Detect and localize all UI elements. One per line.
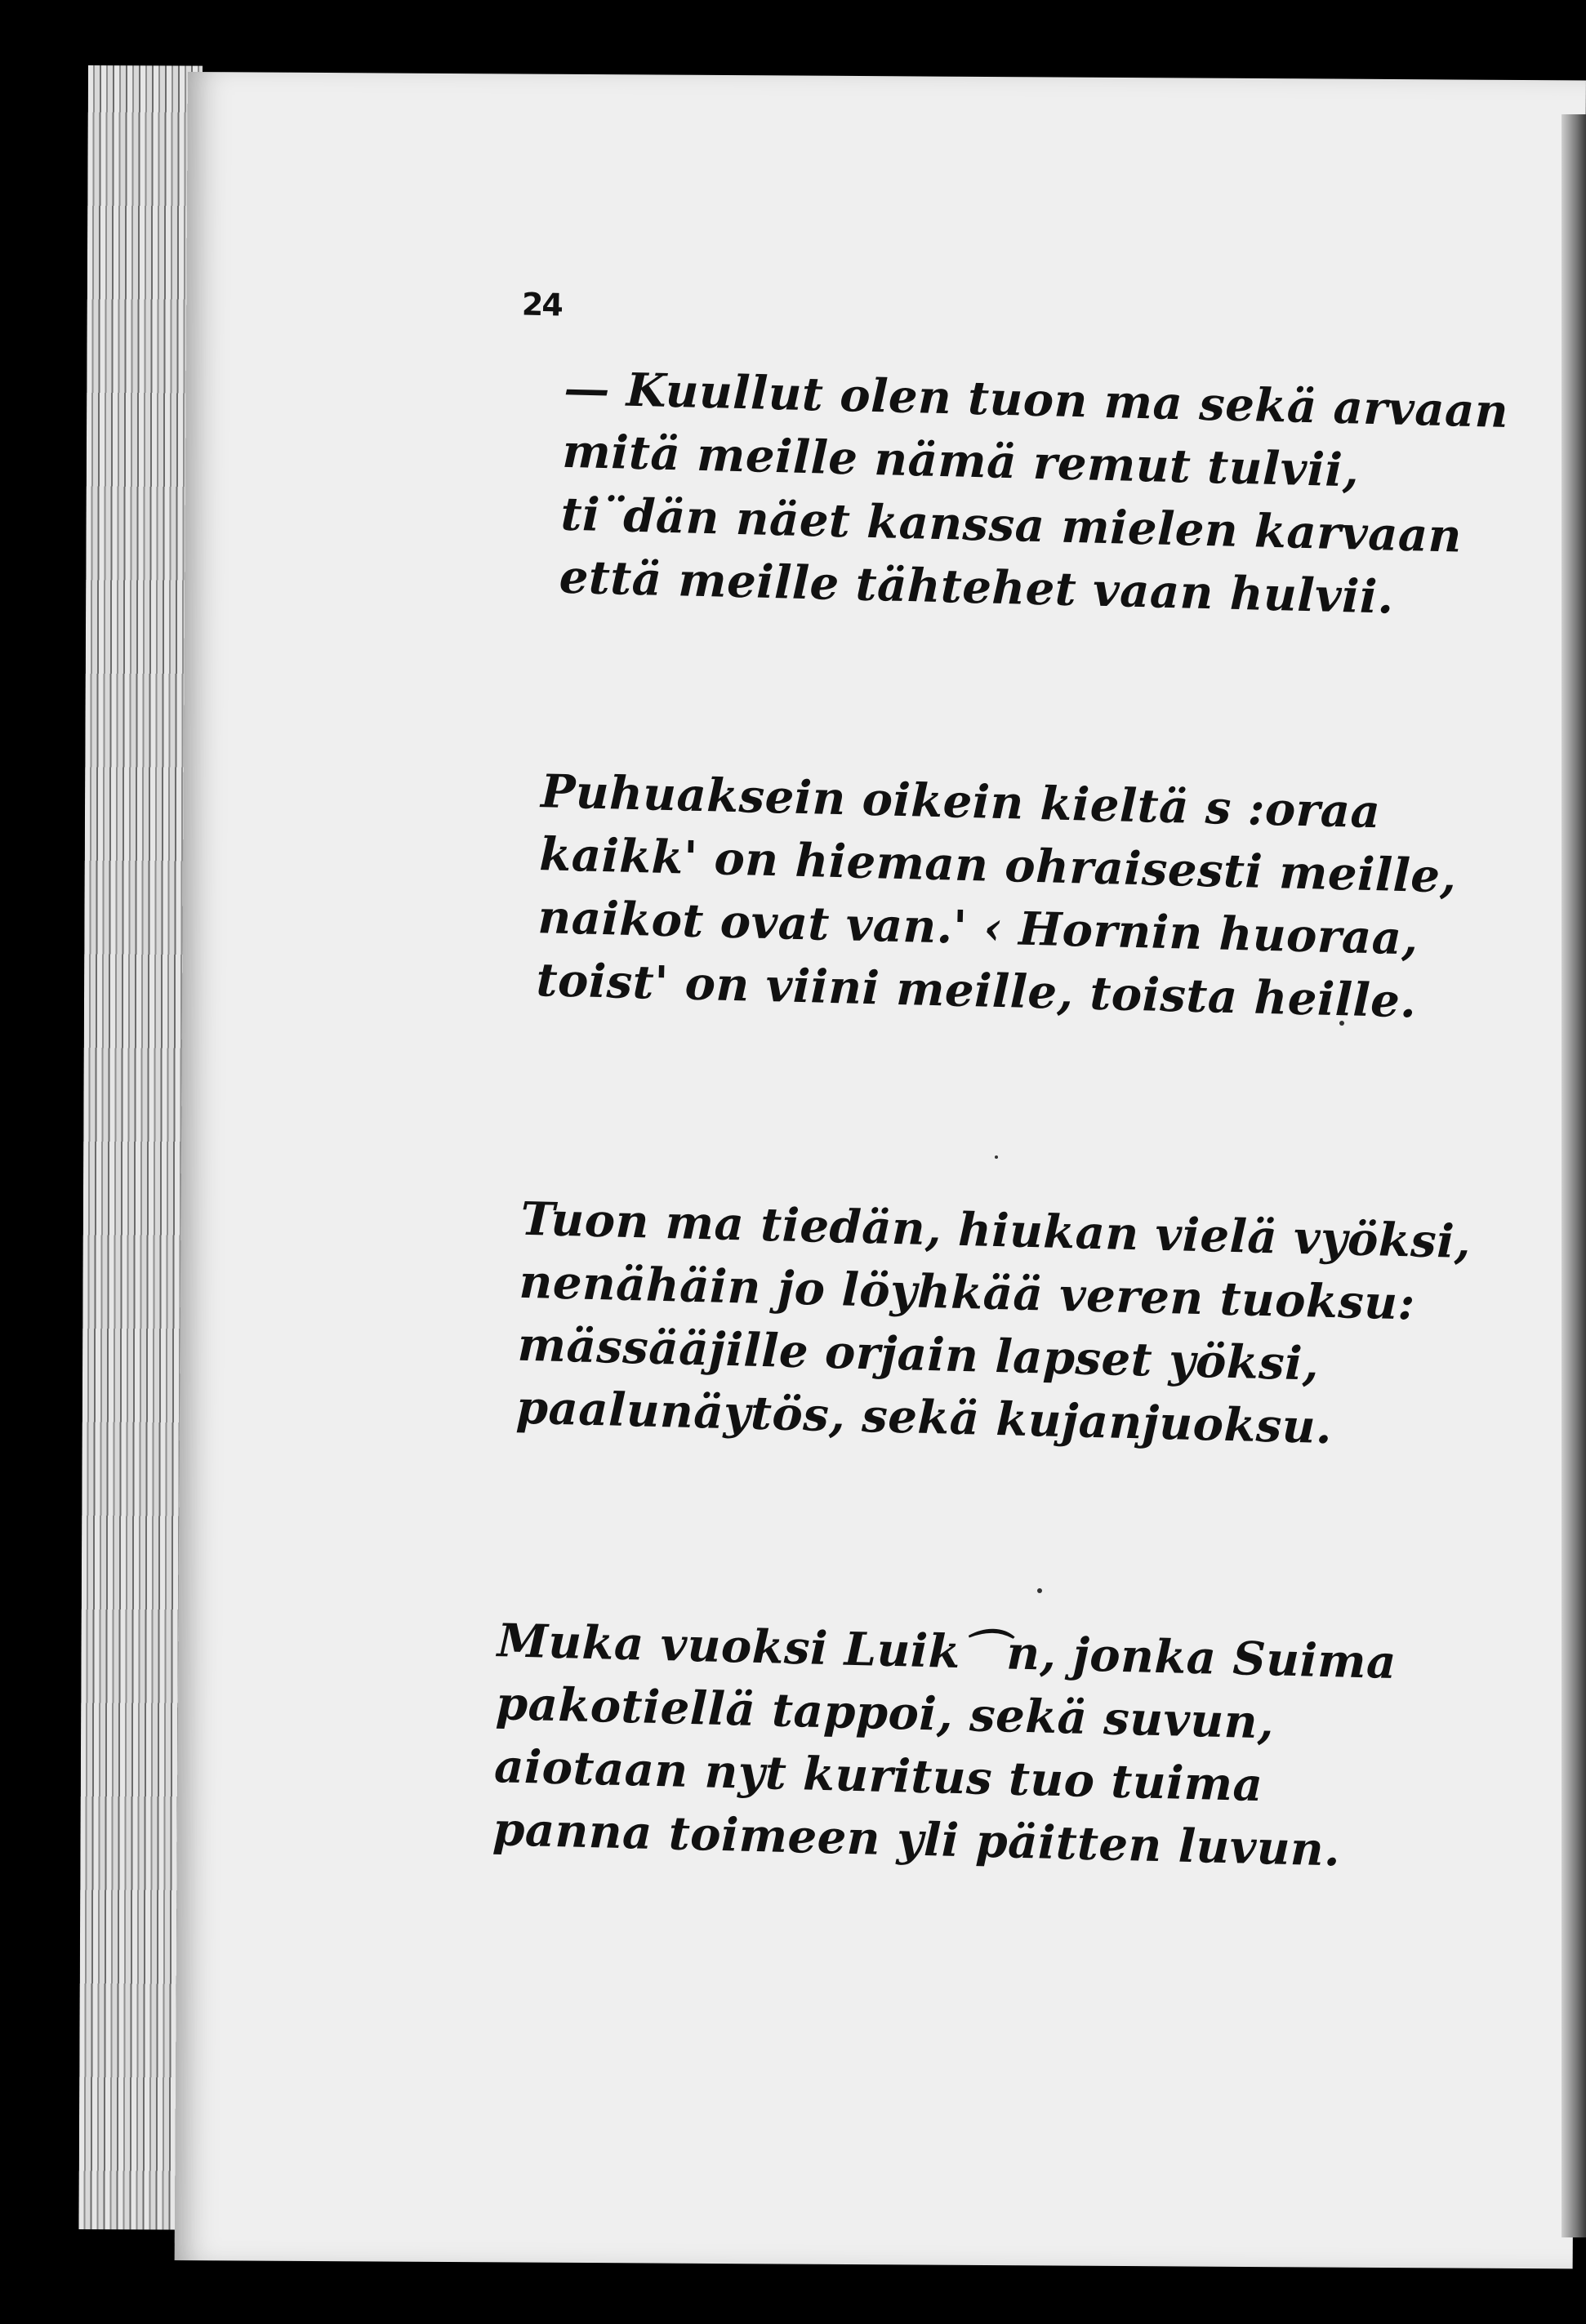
verse-line: Muka vuoksi Luik⌒n, jonka Suima [497, 1614, 1397, 1690]
verse-line: aiotaan nyt kuritus tuo tuima [493, 1739, 1264, 1813]
verse-line: naikot ovat van.' ‹ Hornin huoraa, [537, 890, 1419, 966]
verse-line: kaikk' on hieman ohraisesti meille, [538, 827, 1458, 904]
verse-line: mässääjille orjain lapset yöksi, [517, 1317, 1320, 1391]
verse-line: paalunäytös, sekä kujanjuoksu. [515, 1380, 1333, 1455]
stanza [536, 760, 1459, 1034]
verse-line: nenähäin jo löyhkää veren tuoksu: [518, 1254, 1416, 1331]
verse-line: Tuon ma tiedän, hiukan vielä vyöksi, [519, 1191, 1472, 1270]
verse-line: panna toimeen yli päitten luvun. [492, 1802, 1342, 1877]
verse-line: — Kuullut olen tuon ma sekä arvaan [563, 361, 1509, 439]
verse-line: pakotiellä tappoi, sekä suvun, [495, 1676, 1275, 1750]
verse-line: että meille tähtehet vaan hulvii. [559, 550, 1395, 625]
stanza [515, 1188, 1472, 1463]
page-number: 24 [521, 286, 563, 323]
stanza [559, 358, 1509, 632]
verse-line: Puhuaksein oikein kieltä s :oraa [540, 764, 1382, 839]
verse-line: toist' on viini meille, toista heille. [535, 953, 1418, 1029]
verse-line: mitä meille nämä remut tulvii, [561, 424, 1361, 498]
stanza [492, 1609, 1397, 1883]
verse-line: ti¨dän näet kanssa mielen karvaan [559, 487, 1463, 563]
